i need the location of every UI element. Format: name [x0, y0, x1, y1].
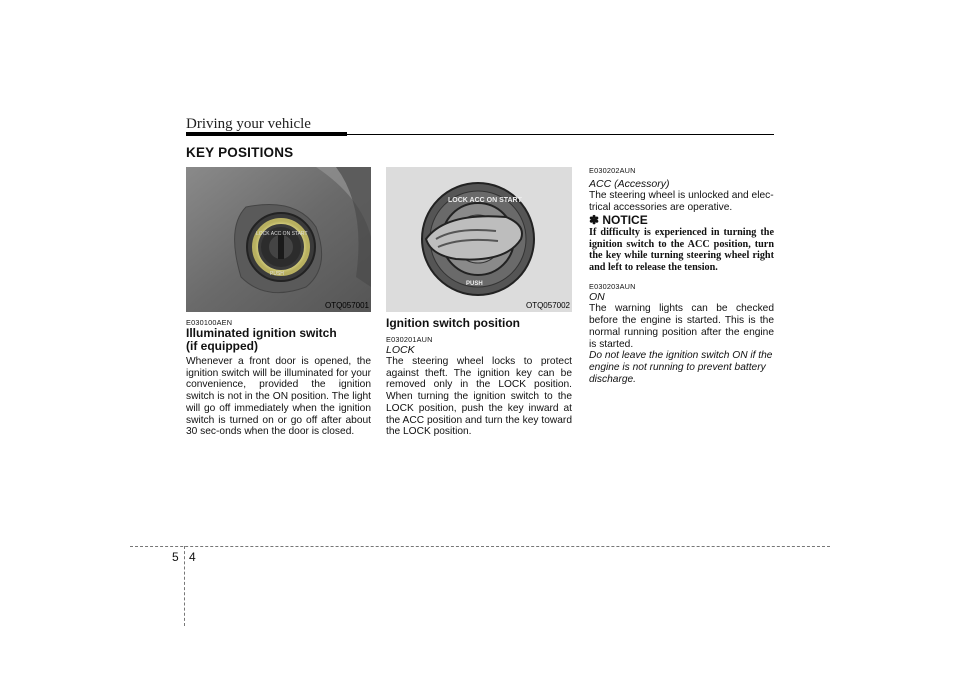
page-header-title: Driving your vehicle [186, 116, 311, 132]
notice-body: If difficulty is experienced in turning the ignition switch to the ACC position, turn the key while turning steering wheel right and left to release the tension. [589, 227, 774, 273]
left-push-text: PUSH [270, 271, 284, 277]
chapter-number: 5 [172, 550, 179, 564]
illuminated-switch-illustration [186, 167, 371, 312]
page-number: 4 [189, 550, 196, 564]
col3-body1: The steering wheel is unlocked and elec-trical accessories are operative. [589, 190, 774, 213]
col1-body: Whenever a front door is opened, the ignition switch will be illuminated for your convenience, provided the ignition switch is not in the ON position. The light will go off immediately when the ignition switch is turned on or go off after about 30 sec-onds when the door is closed. [186, 356, 371, 438]
figure-illuminated-switch [186, 167, 371, 312]
ignition-switch-illustration [386, 167, 572, 312]
column-3 [589, 166, 774, 385]
footer-dashed-rule [130, 546, 830, 547]
col2-body: The steering wheel locks to protect against theft. The ignition key can be removed only in the LOCK position. When turning the ignition switch to the LOCK position, push the key inward at the ACC position and turn the key toward the LOCK position. [386, 356, 572, 438]
header-rule-thick [186, 132, 347, 136]
figure-code-middle: OTQ057002 [525, 301, 570, 310]
col3-code1: E030202AUN [589, 166, 636, 175]
col2-heading: Ignition switch position [386, 316, 520, 330]
col1-code: E030100AEN [186, 318, 233, 327]
notice-heading: ✽ NOTICE [589, 213, 648, 228]
middle-push-text: PUSH [466, 281, 483, 287]
col3-code2: E030203AUN [589, 282, 636, 292]
figure-ignition-switch [386, 167, 572, 312]
header-rule-thin [347, 134, 774, 135]
col3-subheading2: ON [589, 291, 605, 304]
column-2 [386, 317, 572, 438]
column-1 [186, 318, 371, 438]
middle-ring-text: LOCK ACC ON START [448, 197, 522, 204]
col2-subheading: LOCK [386, 344, 415, 356]
figure-code-left: OTQ057001 [324, 301, 369, 310]
col3-body2: The warning lights can be checked before the engine is started. This is the normal running position after the engine is started. [589, 303, 774, 350]
col3-subheading1: ACC (Accessory) [589, 178, 670, 190]
footer-dashed-divider [184, 546, 185, 626]
section-title: KEY POSITIONS [186, 145, 294, 160]
col3-italic-note: Do not leave the ignition switch ON if the engine is not running to prevent battery discharge. [589, 350, 773, 385]
col1-heading: Illuminated ignition switch (if equipped) [186, 326, 337, 353]
left-ring-text: LOCK ACC ON START [256, 231, 308, 237]
col2-code: E030201AUN [386, 335, 433, 344]
